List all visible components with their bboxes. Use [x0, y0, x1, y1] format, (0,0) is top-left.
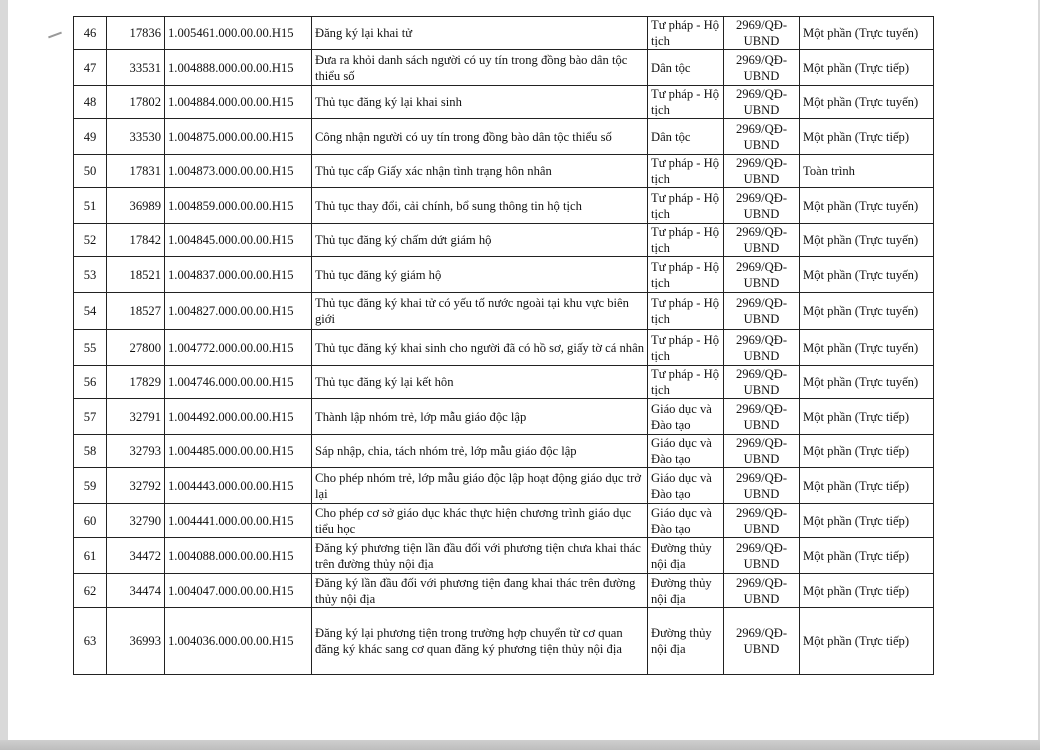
service-level-cell: Một phần (Trực tuyến) — [800, 293, 934, 330]
decision-number-cell: 2969/QĐ-UBND — [724, 17, 800, 50]
procedure-id-cell: 34472 — [107, 538, 165, 574]
decision-number-cell: 2969/QĐ-UBND — [724, 504, 800, 538]
procedure-name-cell: Thủ tục đăng ký giám hộ — [312, 257, 648, 293]
row-number-cell: 53 — [74, 257, 107, 293]
row-number-cell: 52 — [74, 224, 107, 257]
procedure-id-cell: 32790 — [107, 504, 165, 538]
procedure-field-cell: Giáo dục và Đào tạo — [648, 504, 724, 538]
procedure-name-cell: Cho phép cơ sở giáo dục khác thực hiện chương trình giáo dục tiểu học — [312, 504, 648, 538]
procedure-id-cell: 17829 — [107, 366, 165, 399]
table-row — [74, 330, 934, 366]
procedure-id-cell: 32793 — [107, 435, 165, 468]
procedure-name-cell: Đăng ký lại khai tử — [312, 17, 648, 50]
procedure-id-cell: 18527 — [107, 293, 165, 330]
decision-number-cell: 2969/QĐ-UBND — [724, 330, 800, 366]
procedure-code-cell: 1.004859.000.00.00.H15 — [165, 188, 312, 224]
row-number-cell: 51 — [74, 188, 107, 224]
service-level-cell: Một phần (Trực tuyến) — [800, 188, 934, 224]
service-level-cell: Một phần (Trực tuyến) — [800, 257, 934, 293]
procedure-code-cell: 1.004441.000.00.00.H15 — [165, 504, 312, 538]
service-level-cell: Một phần (Trực tiếp) — [800, 399, 934, 435]
table-row — [74, 257, 934, 293]
table-row — [74, 574, 934, 608]
table-row — [74, 293, 934, 330]
service-level-cell: Một phần (Trực tuyến) — [800, 17, 934, 50]
procedure-field-cell: Tư pháp - Hộ tịch — [648, 224, 724, 257]
procedure-name-cell: Thủ tục đăng ký khai sinh cho người đã có hồ sơ, giấy tờ cá nhân — [312, 330, 648, 366]
table-row — [74, 155, 934, 188]
procedure-id-cell: 27800 — [107, 330, 165, 366]
scan-mark — [48, 32, 62, 39]
procedure-field-cell: Tư pháp - Hộ tịch — [648, 330, 724, 366]
procedure-name-cell: Thủ tục đăng ký lại kết hôn — [312, 366, 648, 399]
procedure-code-cell: 1.004837.000.00.00.H15 — [165, 257, 312, 293]
procedure-name-cell: Sáp nhập, chia, tách nhóm trẻ, lớp mẫu giáo độc lập — [312, 435, 648, 468]
procedure-field-cell: Giáo dục và Đào tạo — [648, 399, 724, 435]
table-row — [74, 86, 934, 119]
procedure-name-cell: Thủ tục cấp Giấy xác nhận tình trạng hôn nhân — [312, 155, 648, 188]
procedure-field-cell: Đường thủy nội địa — [648, 574, 724, 608]
procedure-id-cell: 36989 — [107, 188, 165, 224]
procedure-code-cell: 1.004845.000.00.00.H15 — [165, 224, 312, 257]
procedure-id-cell: 17836 — [107, 17, 165, 50]
row-number-cell: 54 — [74, 293, 107, 330]
procedure-name-cell: Đăng ký lần đầu đối với phương tiện đang khai thác trên đường thủy nội địa — [312, 574, 648, 608]
table-row — [74, 50, 934, 86]
decision-number-cell: 2969/QĐ-UBND — [724, 608, 800, 675]
decision-number-cell: 2969/QĐ-UBND — [724, 574, 800, 608]
row-number-cell: 62 — [74, 574, 107, 608]
procedure-id-cell: 17802 — [107, 86, 165, 119]
procedure-name-cell: Thủ tục thay đổi, cải chính, bổ sung thông tin hộ tịch — [312, 188, 648, 224]
procedure-id-cell: 18521 — [107, 257, 165, 293]
procedure-id-cell: 32791 — [107, 399, 165, 435]
procedure-id-cell: 36993 — [107, 608, 165, 675]
procedure-id-cell: 17842 — [107, 224, 165, 257]
row-number-cell: 50 — [74, 155, 107, 188]
procedure-field-cell: Tư pháp - Hộ tịch — [648, 155, 724, 188]
red-stamp-edge — [1022, 330, 1040, 460]
procedure-code-cell: 1.004088.000.00.00.H15 — [165, 538, 312, 574]
procedure-field-cell: Đường thủy nội địa — [648, 538, 724, 574]
procedure-code-cell: 1.004492.000.00.00.H15 — [165, 399, 312, 435]
procedure-id-cell: 34474 — [107, 574, 165, 608]
row-number-cell: 47 — [74, 50, 107, 86]
procedure-code-cell: 1.004746.000.00.00.H15 — [165, 366, 312, 399]
table-body — [74, 17, 934, 675]
row-number-cell: 63 — [74, 608, 107, 675]
row-number-cell: 57 — [74, 399, 107, 435]
row-number-cell: 59 — [74, 468, 107, 504]
procedure-field-cell: Tư pháp - Hộ tịch — [648, 17, 724, 50]
procedure-name-cell: Thủ tục đăng ký lại khai sinh — [312, 86, 648, 119]
service-level-cell: Một phần (Trực tuyến) — [800, 366, 934, 399]
decision-number-cell: 2969/QĐ-UBND — [724, 293, 800, 330]
table-row — [74, 119, 934, 155]
page-edge — [0, 740, 1040, 750]
table-row — [74, 504, 934, 538]
row-number-cell: 56 — [74, 366, 107, 399]
service-level-cell: Một phần (Trực tiếp) — [800, 608, 934, 675]
procedure-field-cell: Đường thủy nội địa — [648, 608, 724, 675]
service-level-cell: Một phần (Trực tiếp) — [800, 538, 934, 574]
table-row — [74, 608, 934, 675]
procedure-code-cell: 1.004047.000.00.00.H15 — [165, 574, 312, 608]
decision-number-cell: 2969/QĐ-UBND — [724, 119, 800, 155]
procedure-code-cell: 1.004873.000.00.00.H15 — [165, 155, 312, 188]
procedure-code-cell: 1.005461.000.00.00.H15 — [165, 17, 312, 50]
decision-number-cell: 2969/QĐ-UBND — [724, 188, 800, 224]
row-number-cell: 46 — [74, 17, 107, 50]
procedure-code-cell: 1.004772.000.00.00.H15 — [165, 330, 312, 366]
procedure-name-cell: Công nhận người có uy tín trong đồng bào dân tộc thiểu số — [312, 119, 648, 155]
decision-number-cell: 2969/QĐ-UBND — [724, 50, 800, 86]
service-level-cell: Một phần (Trực tiếp) — [800, 119, 934, 155]
table-row — [74, 435, 934, 468]
decision-number-cell: 2969/QĐ-UBND — [724, 155, 800, 188]
procedure-name-cell: Đăng ký phương tiện lần đầu đối với phương tiện chưa khai thác trên đường thủy nội địa — [312, 538, 648, 574]
procedure-name-cell: Cho phép nhóm trẻ, lớp mẫu giáo độc lập hoạt động giáo dục trở lại — [312, 468, 648, 504]
table-row — [74, 538, 934, 574]
procedure-field-cell: Tư pháp - Hộ tịch — [648, 188, 724, 224]
procedure-id-cell: 32792 — [107, 468, 165, 504]
decision-number-cell: 2969/QĐ-UBND — [724, 468, 800, 504]
row-number-cell: 49 — [74, 119, 107, 155]
decision-number-cell: 2969/QĐ-UBND — [724, 538, 800, 574]
procedure-field-cell: Tư pháp - Hộ tịch — [648, 86, 724, 119]
procedure-field-cell: Tư pháp - Hộ tịch — [648, 293, 724, 330]
table-row — [74, 468, 934, 504]
service-level-cell: Một phần (Trực tuyến) — [800, 330, 934, 366]
row-number-cell: 55 — [74, 330, 107, 366]
procedure-field-cell: Giáo dục và Đào tạo — [648, 435, 724, 468]
procedure-code-cell: 1.004875.000.00.00.H15 — [165, 119, 312, 155]
table-row — [74, 366, 934, 399]
procedure-name-cell: Đăng ký lại phương tiện trong trường hợp chuyển từ cơ quan đăng ký khác sang cơ quan đăng ký phương tiện thủy nội địa — [312, 608, 648, 675]
table-row — [74, 399, 934, 435]
decision-number-cell: 2969/QĐ-UBND — [724, 399, 800, 435]
row-number-cell: 48 — [74, 86, 107, 119]
table-row — [74, 17, 934, 50]
procedure-code-cell: 1.004036.000.00.00.H15 — [165, 608, 312, 675]
procedure-code-cell: 1.004884.000.00.00.H15 — [165, 86, 312, 119]
procedure-id-cell: 17831 — [107, 155, 165, 188]
row-number-cell: 61 — [74, 538, 107, 574]
procedure-name-cell: Đưa ra khỏi danh sách người có uy tín trong đồng bào dân tộc thiểu số — [312, 50, 648, 86]
procedure-code-cell: 1.004888.000.00.00.H15 — [165, 50, 312, 86]
procedure-code-cell: 1.004443.000.00.00.H15 — [165, 468, 312, 504]
service-level-cell: Một phần (Trực tiếp) — [800, 435, 934, 468]
row-number-cell: 58 — [74, 435, 107, 468]
procedure-field-cell: Tư pháp - Hộ tịch — [648, 366, 724, 399]
decision-number-cell: 2969/QĐ-UBND — [724, 224, 800, 257]
decision-number-cell: 2969/QĐ-UBND — [724, 257, 800, 293]
service-level-cell: Một phần (Trực tuyến) — [800, 224, 934, 257]
procedure-field-cell: Giáo dục và Đào tạo — [648, 468, 724, 504]
procedures-table — [73, 16, 934, 675]
service-level-cell: Một phần (Trực tiếp) — [800, 468, 934, 504]
procedure-name-cell: Thành lập nhóm trẻ, lớp mẫu giáo độc lập — [312, 399, 648, 435]
service-level-cell: Một phần (Trực tuyến) — [800, 86, 934, 119]
service-level-cell: Một phần (Trực tiếp) — [800, 574, 934, 608]
service-level-cell: Một phần (Trực tiếp) — [800, 504, 934, 538]
procedure-id-cell: 33531 — [107, 50, 165, 86]
procedure-name-cell: Thủ tục đăng ký khai tử có yếu tố nước ngoài tại khu vực biên giới — [312, 293, 648, 330]
table-row — [74, 224, 934, 257]
procedure-code-cell: 1.004827.000.00.00.H15 — [165, 293, 312, 330]
service-level-cell: Một phần (Trực tiếp) — [800, 50, 934, 86]
procedure-id-cell: 33530 — [107, 119, 165, 155]
procedure-name-cell: Thủ tục đăng ký chấm dứt giám hộ — [312, 224, 648, 257]
decision-number-cell: 2969/QĐ-UBND — [724, 366, 800, 399]
procedure-field-cell: Dân tộc — [648, 119, 724, 155]
procedure-field-cell: Tư pháp - Hộ tịch — [648, 257, 724, 293]
row-number-cell: 60 — [74, 504, 107, 538]
decision-number-cell: 2969/QĐ-UBND — [724, 86, 800, 119]
procedure-field-cell: Dân tộc — [648, 50, 724, 86]
table-row — [74, 188, 934, 224]
decision-number-cell: 2969/QĐ-UBND — [724, 435, 800, 468]
procedure-code-cell: 1.004485.000.00.00.H15 — [165, 435, 312, 468]
service-level-cell: Toàn trình — [800, 155, 934, 188]
